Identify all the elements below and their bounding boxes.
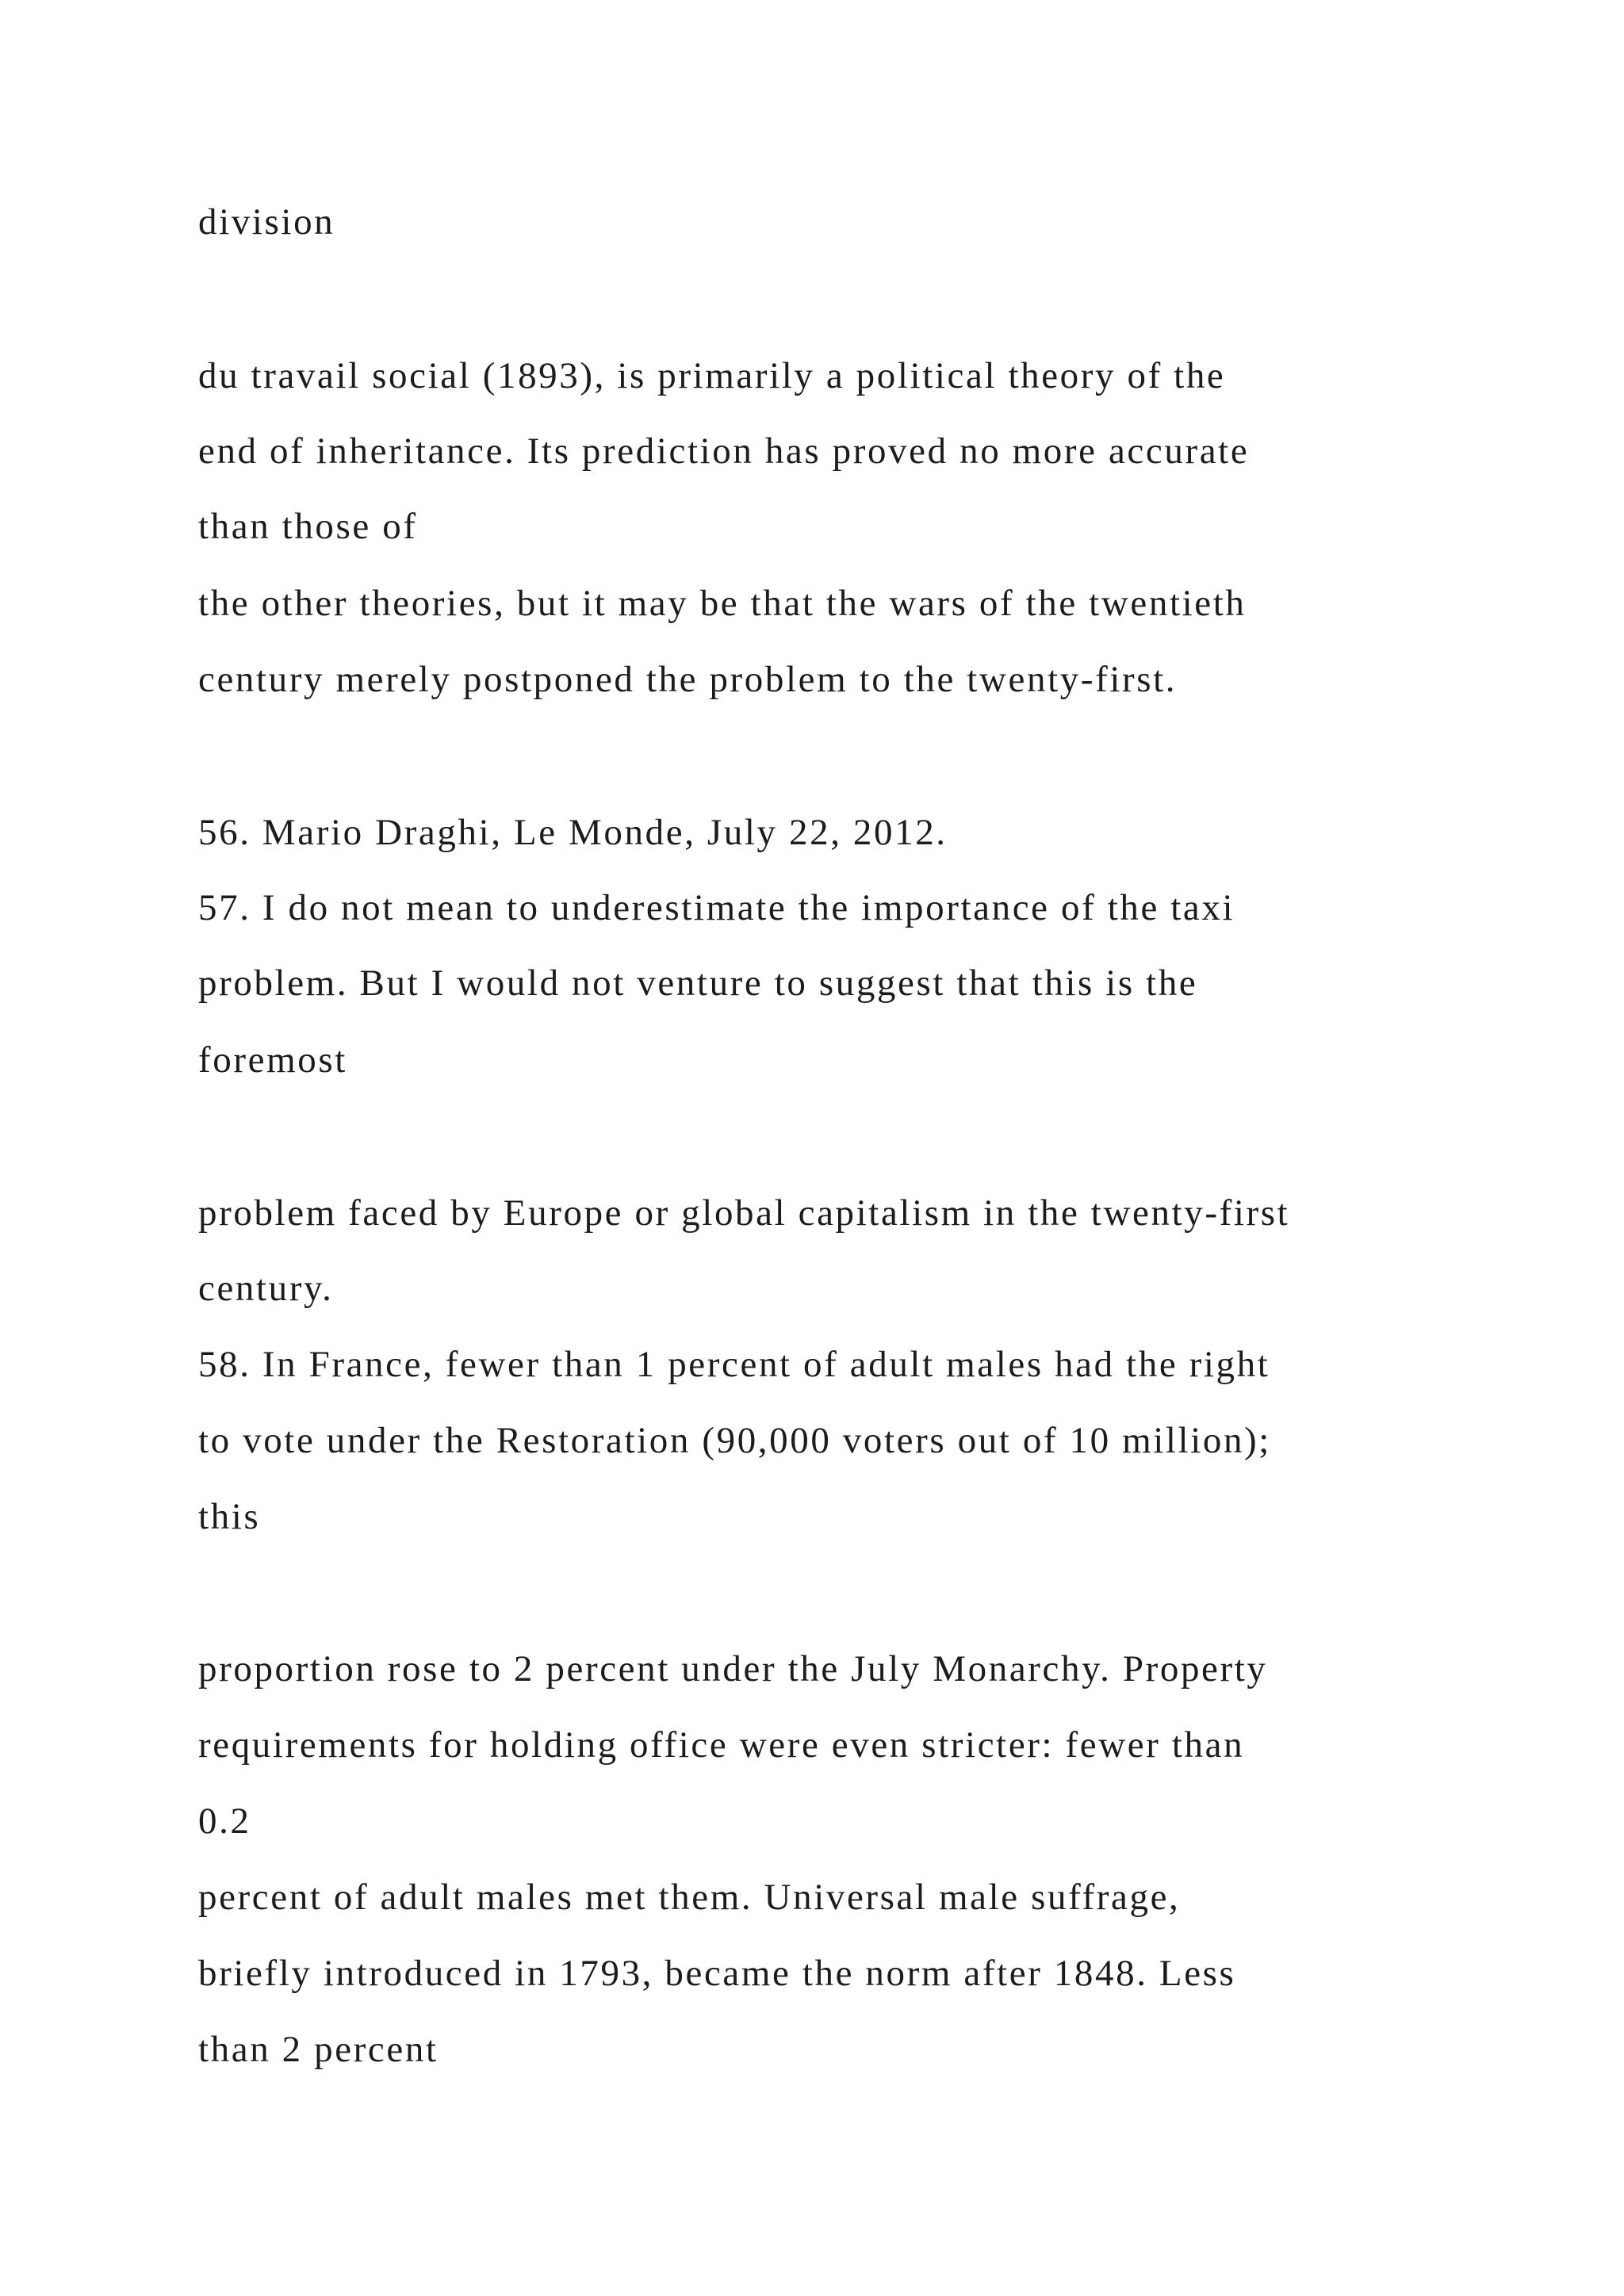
text-line: 0.2: [198, 1800, 251, 1842]
footnote-56: 56. Mario Draghi, Le Monde, July 22, 2012.: [198, 812, 948, 853]
text-line: percent of adult males met them. Universal male suffrage,: [198, 1877, 1181, 1918]
text-line: briefly introduced in 1793, became the norm after 1848. Less: [198, 1953, 1236, 1994]
text-line: than 2 percent: [198, 2029, 439, 2070]
text-line: century.: [198, 1268, 334, 1309]
text-line: problem. But I would not venture to suggest that this is the: [198, 962, 1198, 1004]
text-line: requirements for holding office were even stricter: fewer than: [198, 1724, 1245, 1766]
text-line: this: [198, 1496, 261, 1537]
text-line: century merely postponed the problem to the twenty-first.: [198, 659, 1178, 700]
footnote-58: 58. In France, fewer than 1 percent of adult males had the right: [198, 1344, 1270, 1385]
text-line: proportion rose to 2 percent under the July Monarchy. Property: [198, 1648, 1268, 1689]
text-line: to vote under the Restoration (90,000 voters out of 10 million);: [198, 1420, 1271, 1461]
text-line: end of inheritance. Its prediction has proved no more accurate: [198, 430, 1250, 472]
text-line: division: [198, 201, 335, 243]
text-line: than those of: [198, 506, 418, 547]
text-line: the other theories, but it may be that the wars of the twentieth: [198, 583, 1247, 624]
text-line: du travail social (1893), is primarily a political theory of the: [198, 355, 1226, 396]
text-line: problem faced by Europe or global capitalism in the twenty-first: [198, 1192, 1290, 1234]
footnote-57: 57. I do not mean to underestimate the importance of the taxi: [198, 887, 1235, 928]
text-line: foremost: [198, 1039, 347, 1081]
